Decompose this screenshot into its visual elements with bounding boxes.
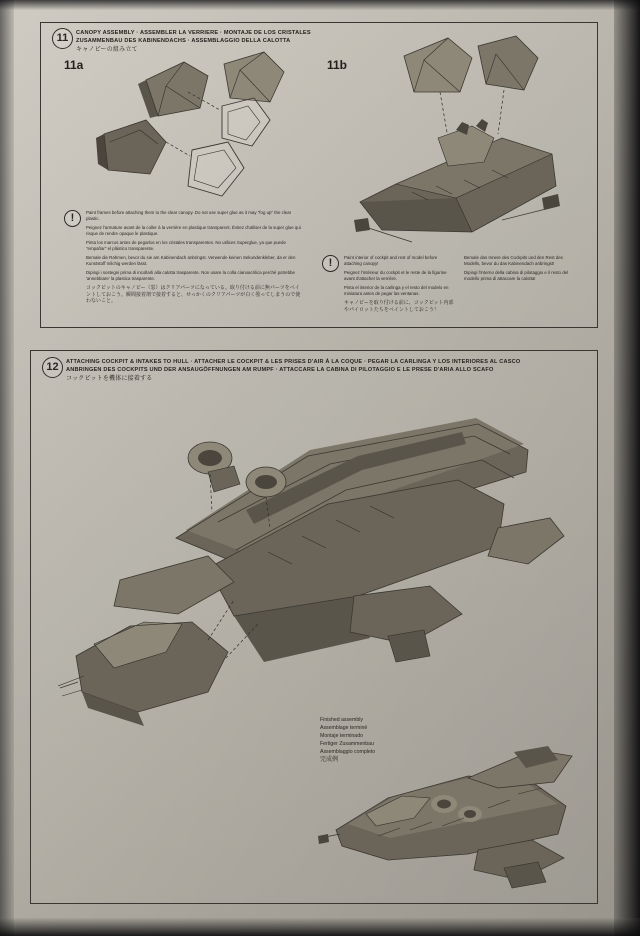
warning-note-interior-col-1 bbox=[344, 255, 456, 316]
note-a-p2: Peignez l'armature avant de la coller à la verrière en plastique transparent. Évitez d'utiliser de la super glue qui risque de rendre opaque le plastique. bbox=[86, 225, 301, 237]
warning-note-interior-paint bbox=[322, 255, 584, 316]
note-a-p5: Dipingi i sostegni prima di incollarli alla calotta trasparente. Non usare la colla cianoacrilica perché potrebbe 'annebbiare' la plastica trasparente. bbox=[86, 270, 295, 282]
note-b-c1-p3: Pinta el interior de la carlinga y el resto del modelo en miniatura antes de pegar las ventanas. bbox=[344, 285, 449, 297]
finished-line-1: Finished assembly bbox=[320, 717, 363, 723]
step-12-title-line-1: ATTACHING COCKPIT & INTAKES TO HULL · ATTACHER LE COCKPIT & LES PRISES D'AIR À LA COQUE · PEGAR LA CARLINGA Y LOS INTERIORES AL CASCO bbox=[66, 359, 521, 365]
finished-model-illustration bbox=[318, 742, 588, 892]
warning-icon: ! bbox=[64, 210, 81, 227]
note-b-c2-p1: Bemale das Innere des Cockpits und den Rest des Modells, bevor du das Kabinendach anbringst! bbox=[464, 255, 563, 267]
finished-line-jp: 完成例 bbox=[320, 757, 339, 763]
finished-line-3: Montaje terminado bbox=[320, 733, 363, 739]
note-b-c2-p2: Dipingi l'interno della cabina di pilotaggio e il resto del modello prima di attaccare la calotta! bbox=[464, 270, 569, 282]
note-b-c1-p2: Peignez l'intérieur du cockpit et le reste de la figurine avant d'attacher la verrière. bbox=[344, 270, 447, 282]
step-11-title-line-2: ZUSAMMENBAU DES KABINENDACHS · ASSEMBLAGGIO DELLA CALOTTA bbox=[76, 38, 291, 45]
page-edge-bottom bbox=[0, 918, 640, 936]
step-12-title-line-2: ANBRINGEN DES COCKPITS UND DER ANSAUGÖFFNUNGEN AM RUMPF · ATTACCARE LA CABINA DI PILOTAGGIO E LE PRESE D'ARIA ALLO SCAFO bbox=[66, 367, 494, 374]
finished-line-4: Fertiger Zusammenbau bbox=[320, 741, 374, 747]
substep-11b-label: 11b bbox=[327, 58, 348, 72]
finished-line-2: Assemblage terminé bbox=[320, 725, 368, 731]
warning-icon: ! bbox=[322, 255, 339, 272]
step-12-title-jp: コックピットを機体に接着する bbox=[66, 375, 153, 382]
step-12-heading bbox=[66, 358, 546, 383]
warning-note-canopy-paint-text bbox=[86, 210, 301, 307]
warning-note-interior-col-2 bbox=[464, 255, 576, 316]
step-11-title-jp: キャノピーの組み立て bbox=[76, 46, 138, 53]
note-a-p4: Bemale die Rahmen, bevor du sie am Kabinendach anbringst. Verwende keinen Sekundenkleber, da er den Kunststoff milchig werden lässt. bbox=[86, 255, 296, 267]
warning-note-canopy-paint bbox=[64, 210, 314, 307]
canopy-attach-diagram bbox=[352, 34, 568, 254]
step-11-number: 11 bbox=[52, 28, 73, 49]
finished-line-5: Assemblaggio completo bbox=[320, 749, 376, 755]
canopy-exploded-diagram bbox=[88, 46, 318, 206]
step-11-title-line-1: CANOPY ASSEMBLY · ASSEMBLER LA VERRIERE · MONTAJE DE LOS CRISTALES bbox=[76, 30, 311, 36]
page-edge-left bbox=[0, 0, 14, 936]
note-b-c1-p1: Paint interior of cockpit and rest of model before attaching canopy! bbox=[344, 255, 438, 267]
hull-assembly-diagram bbox=[58, 400, 568, 730]
note-a-p-jp: コックピットのキャノピー（窓）はクリアパーツになっている。取り付ける前に無パーツをペイントしておこう。瞬間接着剤で接着すると、せっかくのクリアパーツが白く曇ってしまうので使わないこと。 bbox=[86, 285, 301, 305]
page-edge-right bbox=[614, 0, 640, 936]
note-a-p3: Pinta los marcos antes de pegarlos en los cristales transparentes. No utilices Superglue, ya que puede "empañar" el plástico transparente. bbox=[86, 240, 286, 252]
note-a-p1: Paint frames before attaching them to the clear canopy. Do not use super glue as it may "fog up" the clear plastic. bbox=[86, 210, 292, 222]
note-b-p-jp: キャノピーを取り付ける前に、コックピット内部やパイロットたちをペイントしておこう！ bbox=[344, 300, 454, 313]
page-edge-top bbox=[0, 0, 640, 10]
step-12-number: 12 bbox=[42, 357, 63, 378]
substep-11a-label: 11a bbox=[64, 58, 84, 72]
